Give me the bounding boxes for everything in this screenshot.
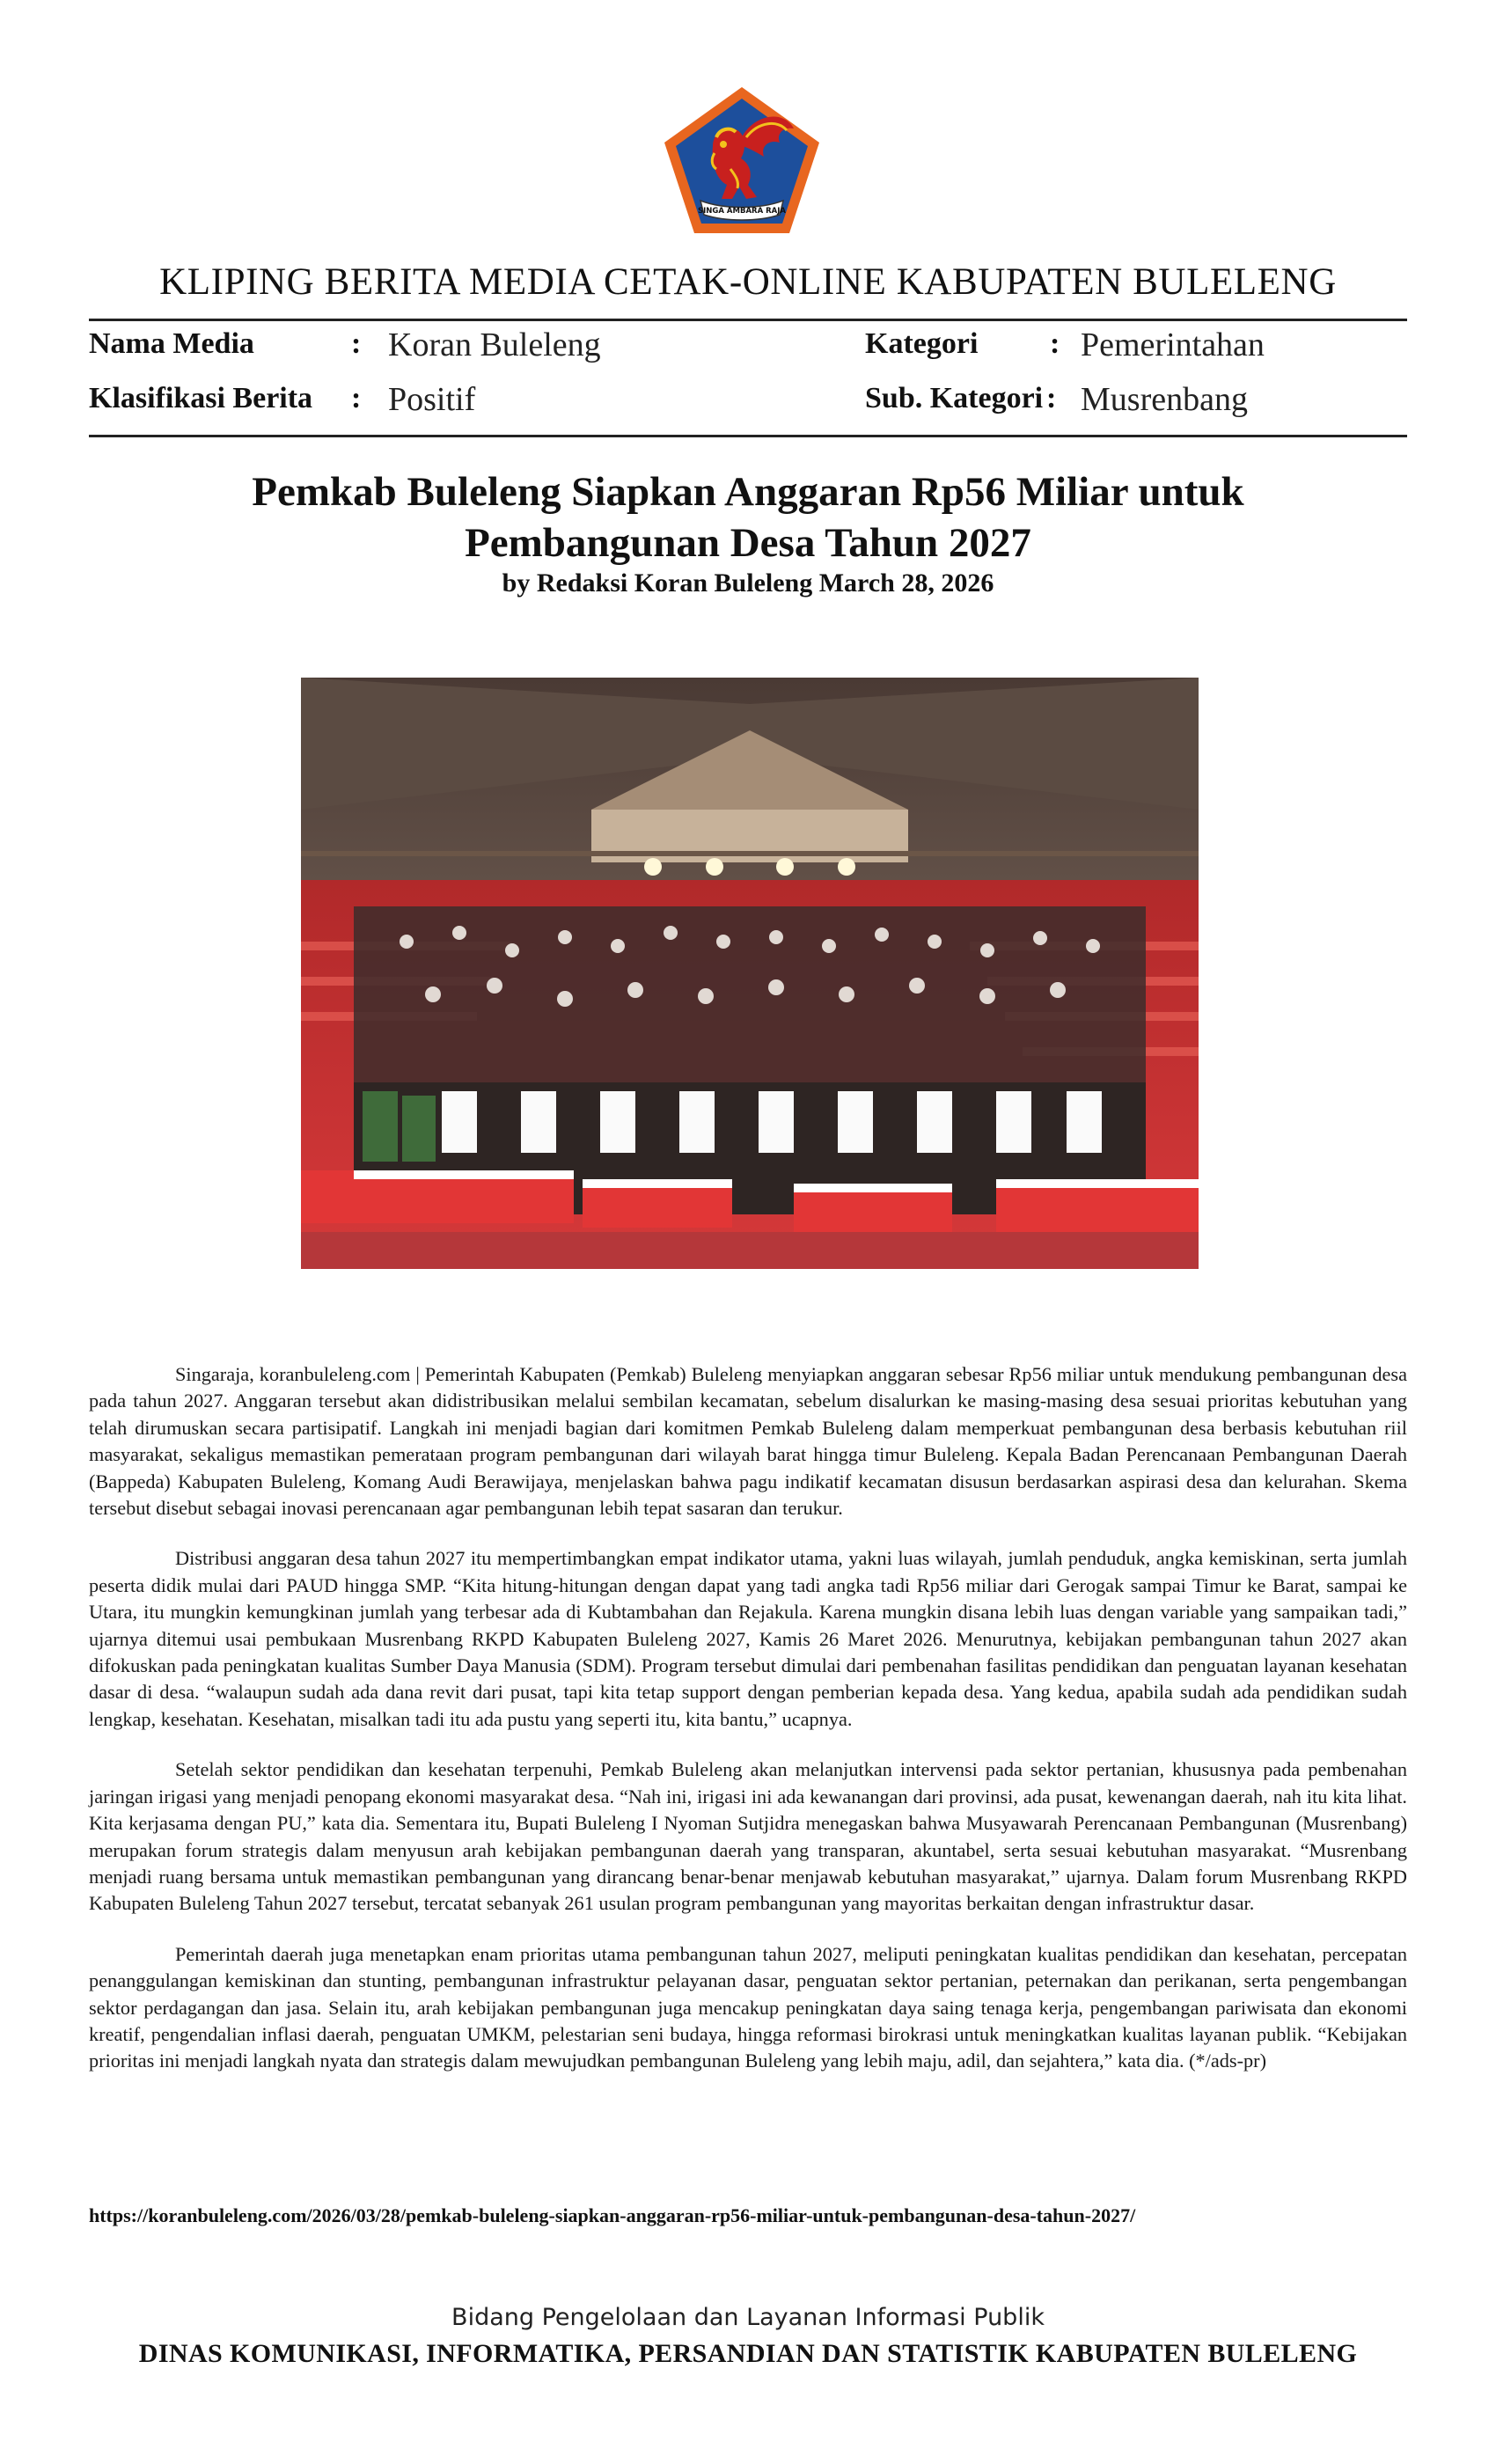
subcategory-label: Sub. Kategori [865, 382, 1044, 414]
emblem-motto: SINGA AMBARA RAJA [698, 207, 786, 216]
article-headline: Pemkab Buleleng Siapkan Anggaran Rp56 Miliar untuk Pembangunan Desa Tahun 2027 [252, 469, 1244, 566]
classification-label: Klasifikasi Berita [89, 382, 313, 414]
article-byline: by Redaksi Koran Buleleng March 28, 2026 [502, 568, 994, 598]
article-paragraph: Distribusi anggaran desa tahun 2027 itu mempertimbangkan empat indikator utama, yakni luas wilayah, jumlah penduduk, angka kemiskinan, serta jumlah peserta didik mulai dari PAUD hingga SMP. “Kita hitung-hitungan dengan dapat yang tadi angka tadi Rp56 miliar dari Gerogak sampai Timur ke Barat, sampai ke Utara, itu mungkin kemungkinan jumlah yang terbesar ada di Kubtambahan dan Rejakula. Karena mungkin disana lebih luas dengan variable yang sampaikan tadi,” ujarnya ditemui usai pembukaan Musrenbang RKPD Kabupaten Buleleng 2027, Kamis 26 Maret 2026. Menurutnya, kebijakan pembangunan tahun 2027 akan difokuskan pada peningkatan kualitas Sumber Daya Manusia (SDM). Program tersebut dimulai dari pembenahan fasilitas pendidikan dan penguatan layanan kesehatan dasar di desa. “walaupun sudah ada dana revit dari pusat, tapi kita tetap support dengan pemberian kepada desa. Yang kedua, apabila sudah ada pendidikan sudah lengkap, kesehatan. Kesehatan, misalkan tadi itu ada pustu yang seperti itu, kita bantu,” ucapnya. [89, 1547, 1407, 1730]
article-body [89, 1361, 1407, 2099]
media-name-label: Nama Media [89, 327, 254, 360]
classification-value: Positif [388, 381, 476, 418]
footer-division: Bidang Pengelolaan dan Layanan Informasi Publik [451, 2304, 1045, 2331]
buleleng-regency-emblem [662, 84, 822, 236]
category-colon: : [1050, 327, 1060, 360]
classification-colon: : [351, 382, 362, 414]
footer-agency: DINAS KOMUNIKASI, INFORMATIKA, PERSANDIAN DAN STATISTIK KABUPATEN BULELENG [138, 2339, 1358, 2368]
category-value: Pemerintahan [1081, 326, 1265, 363]
subcategory-colon: : [1046, 382, 1057, 414]
header-top-rule [89, 319, 1407, 321]
article-paragraph: Pemerintah daerah juga menetapkan enam prioritas utama pembangunan tahun 2027, meliputi peningkatan kualitas pendidikan dan kesehatan, percepatan penanggulangan kemiskinan dan stunting, pembangunan infrastruktur pelayanan dasar, penguatan sektor pertanian, peternakan dan perikanan, serta pengembangan sektor perdagangan dan jasa. Selain itu, arah kebijakan pembangunan juga mencakup peningkatan daya saing tenaga kerja, pengembangan pariwisata dan ekonomi kreatif, pengendalian inflasi daerah, penguatan UMKM, pelestarian seni budaya, hingga reformasi birokrasi untuk meningkatkan kualitas layanan publik. “Kebijakan prioritas ini menjadi langkah nyata dan strategis dalam mewujudkan pembangunan Buleleng yang lebih maju, adil, dan sejahtera,” kata dia. (*/ads-pr) [89, 1942, 1407, 2072]
category-label: Kategori [865, 327, 979, 360]
media-name-value: Koran Buleleng [388, 326, 601, 363]
article-paragraph: Singaraja, koranbuleleng.com | Pemerintah Kabupaten (Pemkab) Buleleng menyiapkan anggaran sebesar Rp56 miliar untuk mendukung pembangunan desa pada tahun 2027. Anggaran tersebut akan didistribusikan melalui sembilan kecamatan, sebelum disalurkan ke masing-masing desa sesuai prioritas kebutuhan yang telah dirumuskan secara partisipatif. Langkah ini menjadi bagian dari komitmen Pemkab Buleleng dalam memperkuat pembangunan desa berbasis kebutuhan riil masyarakat, sekaligus memastikan pemerataan program pembangunan dari wilayah barat hingga timur Buleleng. Kepala Badan Perencanaan Pembangunan Daerah (Bappeda) Kabupaten Buleleng, Komang Audi Berawijaya, menjelaskan bahwa pagu indikatif kecamatan disusun berdasarkan aspirasi desa dan kelurahan. Skema tersebut disebut sebagai inovasi perencanaan agar pembangunan lebih tepat sasaran dan terukur. [89, 1363, 1407, 1520]
source-url-link[interactable]: https://koranbuleleng.com/2026/03/28/pemkab-buleleng-siapkan-anggaran-rp56-miliar-untuk-pembangunan-desa-tahun-2027/ [89, 2204, 1136, 2226]
media-name-colon: : [351, 327, 362, 360]
article-paragraph: Setelah sektor pendidikan dan kesehatan terpenuhi, Pemkab Buleleng akan melanjutkan intervensi pada sektor pertanian, khususnya pada pembenahan jaringan irigasi yang menjadi penopang ekonomi masyarakat desa. “Nah ini, irigasi ini ada kewanangan dari provinsi, ada pusat, kewenangan daerah, nah itu kita lihat. Kita kerjasama dengan PU,” kata dia. Sementara itu, Bupati Buleleng I Nyoman Sutjidra menegaskan bahwa Musyawarah Perencanaan Pembangunan (Musrenbang) merupakan forum strategis dalam menyusun arah kebijakan pembangunan daerah yang transparan, akuntabel, serta sesuai kebutuhan masyarakat. “Musrenbang menjadi ruang bersama untuk memastikan pembangunan yang dirancang benar-benar menjawab kebutuhan masyarakat,” ujarnya. Dalam forum Musrenbang RKPD Kabupaten Buleleng Tahun 2027 tersebut, tercatat sebanyak 261 usulan program pembangunan yang mayoritas berkaitan dengan infrastruktur dasar. [89, 1758, 1407, 1915]
article-photo [301, 678, 1199, 1269]
clipping-header-title: KLIPING BERITA MEDIA CETAK-ONLINE KABUPATEN BULELENG [159, 261, 1337, 303]
subcategory-value: Musrenbang [1081, 381, 1248, 418]
header-bottom-rule [89, 435, 1407, 437]
